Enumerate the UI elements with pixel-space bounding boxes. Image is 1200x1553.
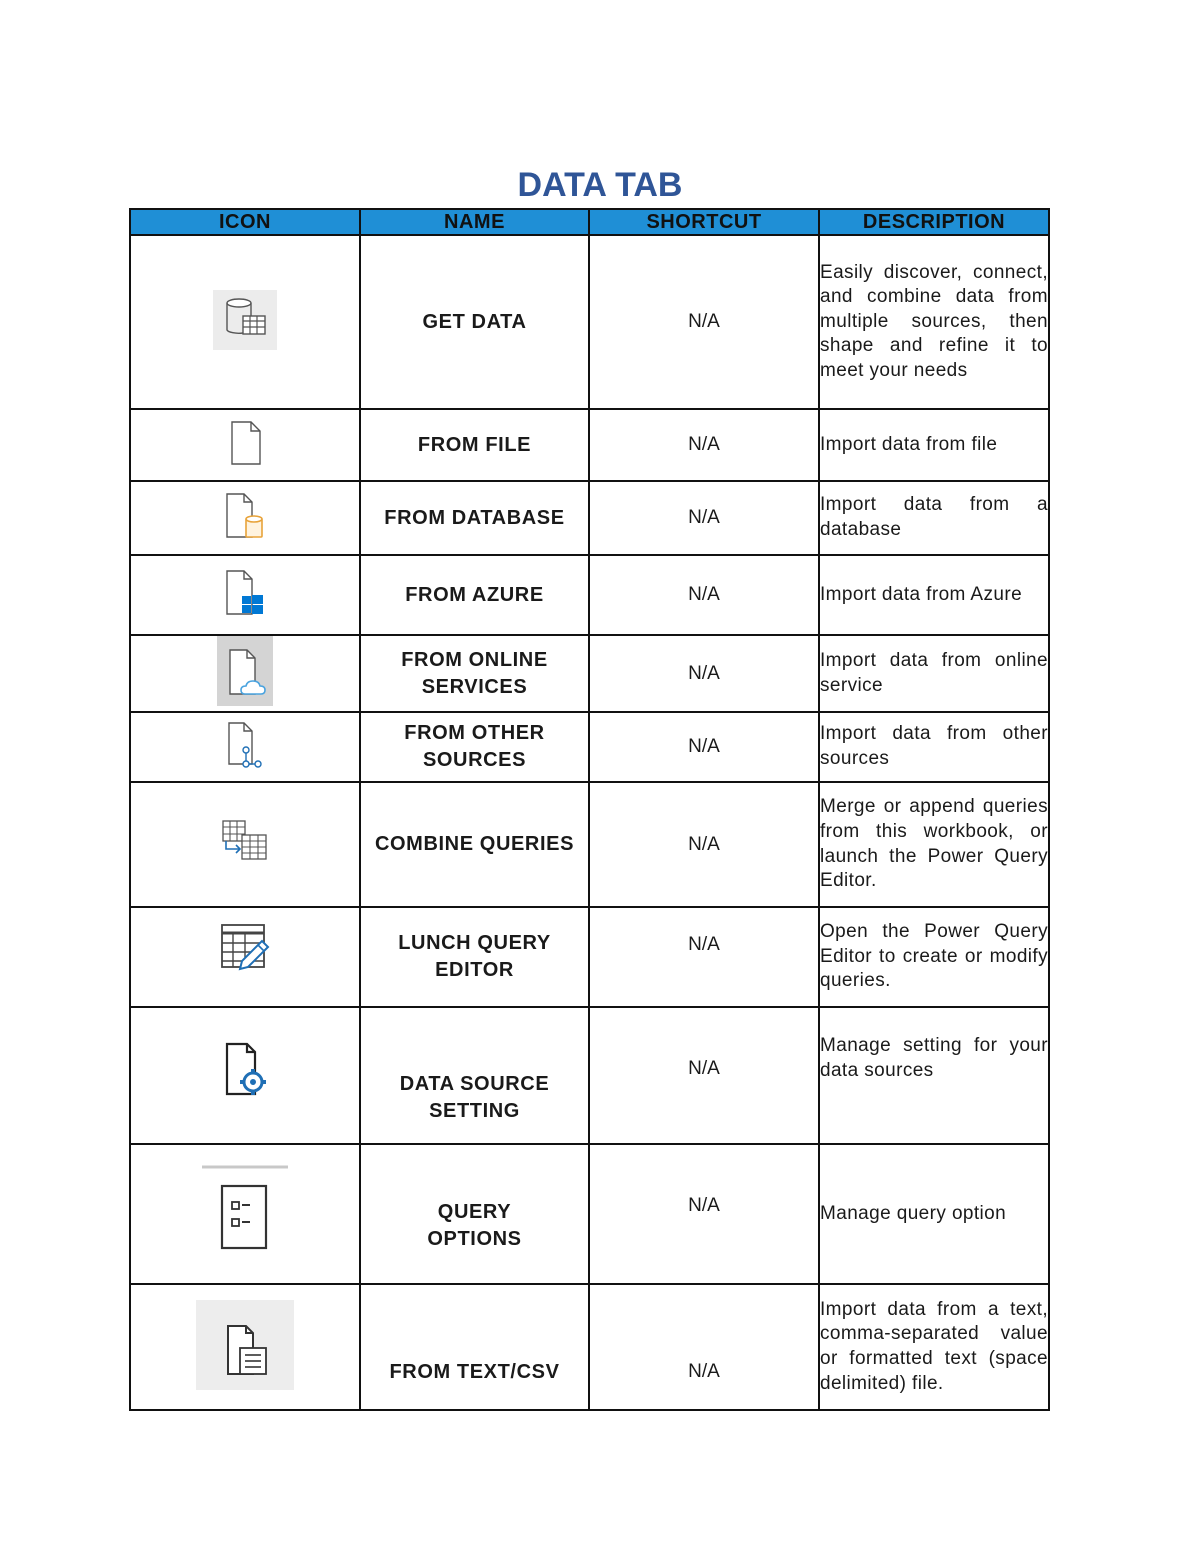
table-row bbox=[130, 1284, 1049, 1410]
row-shortcut: N/A bbox=[589, 555, 819, 635]
page-title: DATA TAB bbox=[517, 166, 683, 204]
icon-cell bbox=[130, 1284, 360, 1410]
icon-cell bbox=[130, 235, 360, 409]
row-name: GET DATA bbox=[360, 235, 589, 409]
row-description: Import data from other sources bbox=[819, 712, 1049, 782]
icon-cell bbox=[130, 907, 360, 1007]
combine-tables-icon bbox=[220, 819, 270, 865]
icon-cell bbox=[130, 1007, 360, 1144]
row-shortcut: N/A bbox=[589, 1284, 819, 1410]
table-row bbox=[130, 555, 1049, 635]
row-description: Import data from online service bbox=[819, 635, 1049, 712]
icon-cell bbox=[130, 481, 360, 555]
row-description: Manage query option bbox=[819, 1144, 1049, 1284]
file-azure-icon bbox=[222, 568, 268, 618]
file-database-icon bbox=[222, 491, 268, 541]
header-description: DESCRIPTION bbox=[819, 209, 1049, 235]
row-shortcut: N/A bbox=[589, 235, 819, 409]
row-name: FROM TEXT/CSV bbox=[360, 1284, 589, 1410]
row-shortcut: N/A bbox=[589, 1007, 819, 1144]
table-row bbox=[130, 235, 1049, 409]
row-description: Merge or append queries from this workbook, or launch the Power Query Editor. bbox=[819, 782, 1049, 907]
row-description: Easily discover, connect, and combine data from multiple sources, then shape and refine it to meet your needs bbox=[819, 235, 1049, 409]
row-shortcut: N/A bbox=[589, 635, 819, 712]
row-name: FROM AZURE bbox=[360, 555, 589, 635]
options-list-icon bbox=[200, 1164, 290, 1260]
header-icon: ICON bbox=[130, 209, 360, 235]
row-name: FROM FILE bbox=[360, 409, 589, 481]
file-cloud-icon bbox=[217, 636, 273, 706]
row-description: Import data from a database bbox=[819, 481, 1049, 555]
row-name: FROM ONLINE SERVICES bbox=[360, 635, 589, 712]
header-shortcut: SHORTCUT bbox=[589, 209, 819, 235]
row-name: FROM OTHER SOURCES bbox=[360, 712, 589, 782]
table-row bbox=[130, 635, 1049, 712]
row-name: LUNCH QUERY EDITOR bbox=[360, 907, 589, 1007]
row-description: Open the Power Query Editor to create or modify queries. bbox=[819, 907, 1049, 1007]
icon-cell bbox=[130, 555, 360, 635]
row-description: Manage setting for your data sources bbox=[819, 1007, 1049, 1144]
database-table-icon bbox=[213, 290, 277, 350]
row-shortcut: N/A bbox=[589, 481, 819, 555]
icon-cell bbox=[130, 409, 360, 481]
table-row bbox=[130, 409, 1049, 481]
row-description: Import data from Azure bbox=[819, 555, 1049, 635]
file-settings-icon bbox=[217, 1038, 273, 1102]
row-description: Import data from a text, comma-separated value or formatted text (space delimited) file. bbox=[819, 1284, 1049, 1410]
row-name: COMBINE QUERIES bbox=[360, 782, 589, 907]
table-row bbox=[130, 907, 1049, 1007]
table-row bbox=[130, 712, 1049, 782]
table-header-row bbox=[130, 209, 1049, 235]
row-name: QUERY OPTIONS bbox=[360, 1144, 589, 1284]
file-network-icon bbox=[222, 720, 268, 770]
row-name: FROM DATABASE bbox=[360, 481, 589, 555]
row-shortcut: N/A bbox=[589, 782, 819, 907]
icon-cell bbox=[130, 712, 360, 782]
row-shortcut: N/A bbox=[589, 712, 819, 782]
table-edit-icon bbox=[218, 921, 272, 975]
row-shortcut: N/A bbox=[589, 409, 819, 481]
row-name: DATA SOURCE SETTING bbox=[360, 1007, 589, 1144]
table-row bbox=[130, 782, 1049, 907]
row-shortcut: N/A bbox=[589, 907, 819, 1007]
icon-cell bbox=[130, 635, 360, 712]
data-tab-table bbox=[129, 208, 1050, 1411]
icon-cell bbox=[130, 1144, 360, 1284]
icon-cell bbox=[130, 782, 360, 907]
file-icon bbox=[225, 420, 265, 466]
table-row bbox=[130, 1007, 1049, 1144]
header-name: NAME bbox=[360, 209, 589, 235]
file-text-icon bbox=[196, 1300, 294, 1390]
row-description: Import data from file bbox=[819, 409, 1049, 481]
row-shortcut: N/A bbox=[589, 1144, 819, 1284]
table-row bbox=[130, 1144, 1049, 1284]
table-row bbox=[130, 481, 1049, 555]
